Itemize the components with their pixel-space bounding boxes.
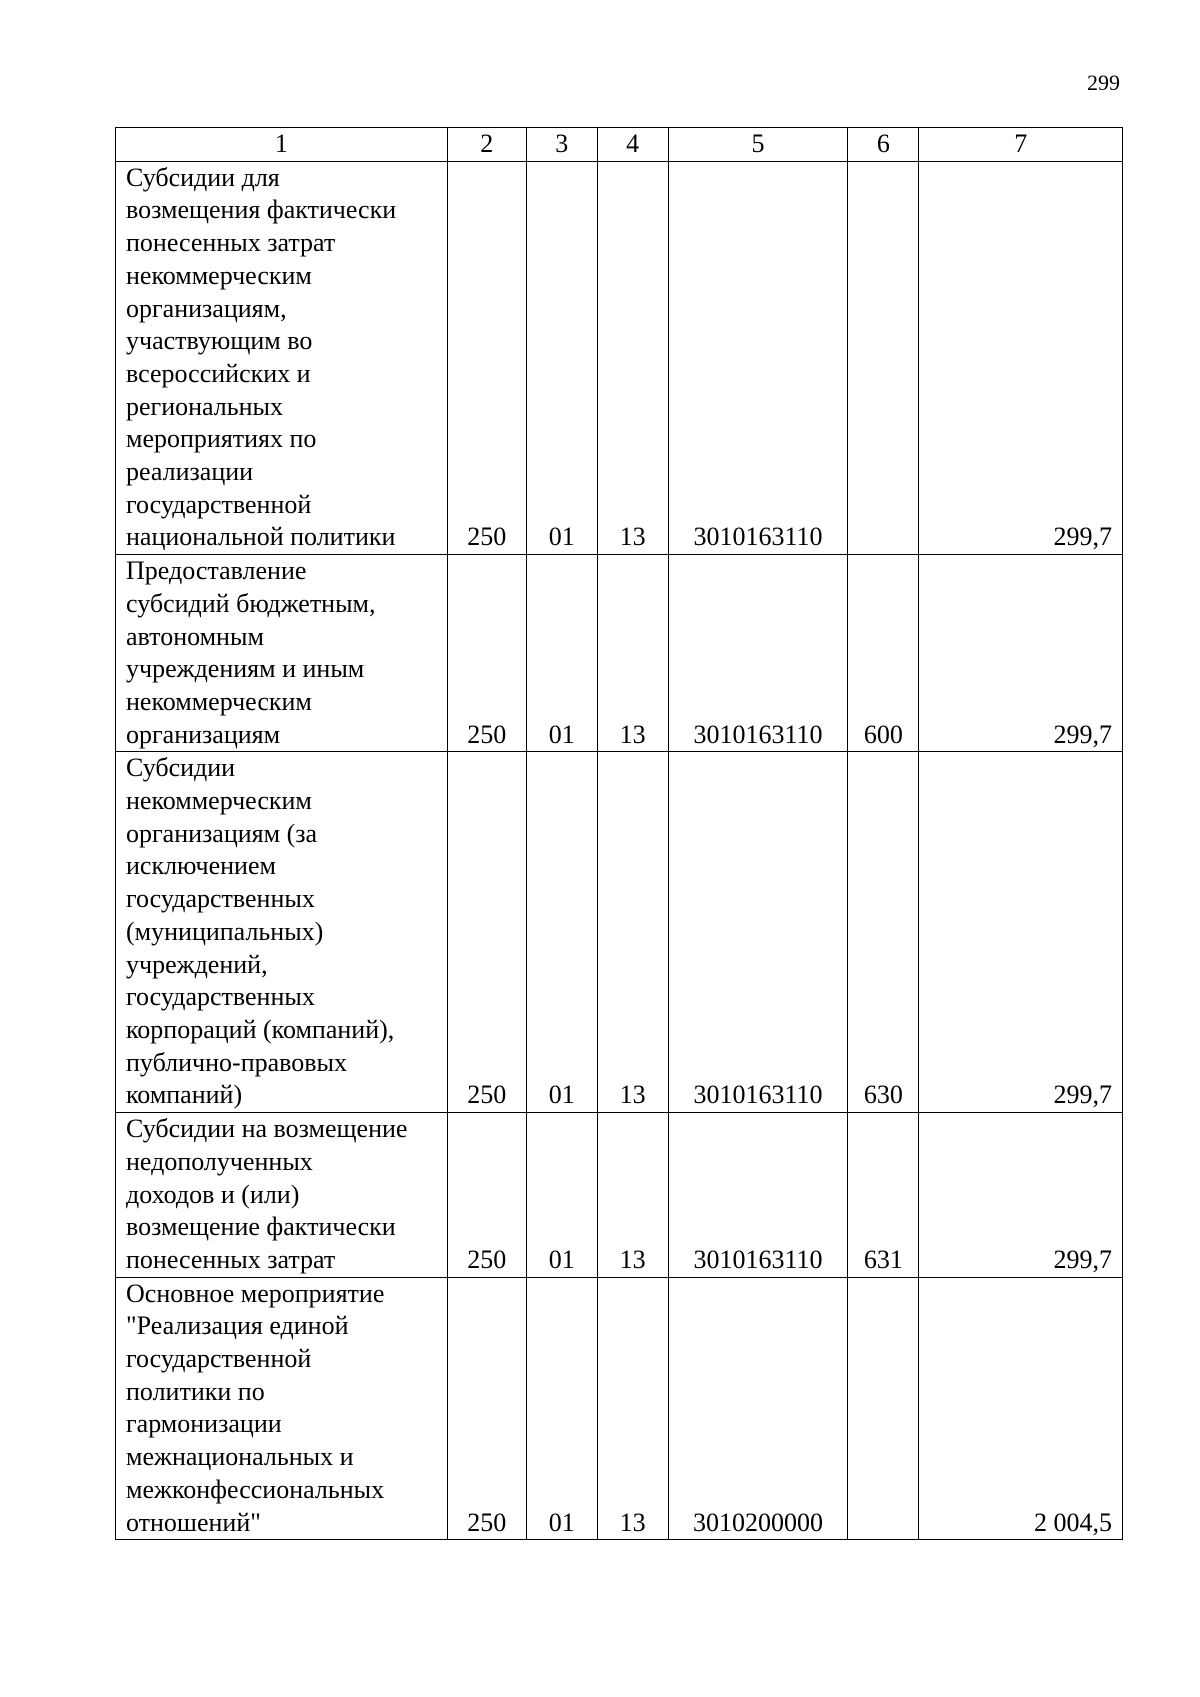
row-name-line: Субсидии для bbox=[126, 162, 280, 192]
row-name-line: компаний) bbox=[126, 1080, 243, 1110]
row-name-line: возмещения фактически bbox=[126, 195, 397, 225]
cell-section: 01 bbox=[526, 1113, 597, 1278]
table-row bbox=[116, 1277, 1123, 1540]
row-name-line: межнациональных и bbox=[126, 1442, 354, 1472]
column-header-2: 2 bbox=[447, 128, 526, 162]
table-row bbox=[116, 752, 1123, 1113]
row-name-line: Основное мероприятие bbox=[126, 1278, 385, 1308]
row-name-line: всероссийских и bbox=[126, 358, 311, 388]
column-header-4: 4 bbox=[597, 128, 668, 162]
row-name-line: участвующим во bbox=[126, 326, 313, 356]
cell-target-article: 3010163110 bbox=[668, 1113, 848, 1278]
table-row bbox=[116, 555, 1123, 752]
column-header-7: 7 bbox=[919, 128, 1123, 162]
table-body bbox=[116, 161, 1123, 1540]
row-name-line: некоммерческим bbox=[126, 260, 312, 290]
row-name bbox=[116, 555, 448, 752]
cell-expense-type bbox=[848, 1277, 919, 1540]
cell-amount: 299,7 bbox=[919, 1113, 1123, 1278]
row-name-line: гармонизации bbox=[126, 1409, 282, 1439]
row-name-line: организациям, bbox=[126, 293, 287, 323]
row-name-line: политики по bbox=[126, 1376, 265, 1406]
header-row bbox=[116, 128, 1123, 162]
row-name bbox=[116, 161, 448, 554]
row-name-line: региональных bbox=[126, 391, 284, 421]
cell-subsection: 13 bbox=[597, 1113, 668, 1278]
cell-admin-code: 250 bbox=[447, 161, 526, 554]
budget-table bbox=[115, 127, 1123, 1540]
row-name-line: некоммерческим bbox=[126, 786, 312, 816]
cell-amount: 299,7 bbox=[919, 555, 1123, 752]
row-name-line: субсидий бюджетным, bbox=[126, 588, 376, 618]
row-name-line: национальной политики bbox=[126, 522, 396, 552]
row-name-line: отношений" bbox=[126, 1507, 261, 1537]
cell-section: 01 bbox=[526, 555, 597, 752]
row-name-line: учреждений, bbox=[126, 949, 268, 979]
row-name-line: учреждениям и иным bbox=[126, 654, 365, 684]
row-name-line: Субсидии на возмещение bbox=[126, 1114, 408, 1144]
row-name-line: государственной bbox=[126, 489, 312, 519]
row-name-line: (муниципальных) bbox=[126, 916, 324, 946]
row-name-line: понесенных затрат bbox=[126, 228, 336, 258]
row-name-line: некоммерческим bbox=[126, 686, 312, 716]
row-name bbox=[116, 752, 448, 1113]
row-name-line: реализации bbox=[126, 457, 254, 487]
cell-section: 01 bbox=[526, 1277, 597, 1540]
cell-subsection: 13 bbox=[597, 752, 668, 1113]
row-name-line: Предоставление bbox=[126, 556, 307, 586]
row-name-line: межконфессиональных bbox=[126, 1474, 385, 1504]
row-name-line: "Реализация единой bbox=[126, 1311, 349, 1341]
cell-admin-code: 250 bbox=[447, 1277, 526, 1540]
cell-section: 01 bbox=[526, 752, 597, 1113]
row-name-line: мероприятиях по bbox=[126, 424, 317, 454]
column-header-3: 3 bbox=[526, 128, 597, 162]
row-name-line: государственных bbox=[126, 884, 315, 914]
cell-amount: 2 004,5 bbox=[919, 1277, 1123, 1540]
row-name bbox=[116, 1113, 448, 1278]
cell-target-article: 3010200000 bbox=[668, 1277, 848, 1540]
column-header-6: 6 bbox=[848, 128, 919, 162]
cell-target-article: 3010163110 bbox=[668, 555, 848, 752]
row-name-line: публично-правовых bbox=[126, 1047, 347, 1077]
cell-subsection: 13 bbox=[597, 1277, 668, 1540]
row-name-line: автономным bbox=[126, 621, 264, 651]
table-row bbox=[116, 161, 1123, 554]
cell-target-article: 3010163110 bbox=[668, 752, 848, 1113]
table-row bbox=[116, 1113, 1123, 1278]
column-header-5: 5 bbox=[668, 128, 848, 162]
cell-admin-code: 250 bbox=[447, 555, 526, 752]
row-name-line: недополученных bbox=[126, 1146, 313, 1176]
cell-admin-code: 250 bbox=[447, 1113, 526, 1278]
row-name-line: возмещение фактически bbox=[126, 1212, 396, 1242]
cell-section: 01 bbox=[526, 161, 597, 554]
cell-amount: 299,7 bbox=[919, 161, 1123, 554]
cell-expense-type: 631 bbox=[848, 1113, 919, 1278]
cell-expense-type: 600 bbox=[848, 555, 919, 752]
row-name-line: доходов и (или) bbox=[126, 1179, 300, 1209]
row-name-line: организациям (за bbox=[126, 818, 318, 848]
row-name-line: государственной bbox=[126, 1344, 312, 1374]
page-number: 299 bbox=[1087, 70, 1120, 95]
row-name-line: понесенных затрат bbox=[126, 1244, 336, 1274]
row-name-line: исключением bbox=[126, 851, 276, 881]
row-name-line: организациям bbox=[126, 719, 281, 749]
cell-target-article: 3010163110 bbox=[668, 161, 848, 554]
cell-admin-code: 250 bbox=[447, 752, 526, 1113]
cell-subsection: 13 bbox=[597, 161, 668, 554]
cell-expense-type bbox=[848, 161, 919, 554]
row-name-line: корпораций (компаний), bbox=[126, 1014, 395, 1044]
row-name-line: государственных bbox=[126, 982, 315, 1012]
cell-subsection: 13 bbox=[597, 555, 668, 752]
cell-amount: 299,7 bbox=[919, 752, 1123, 1113]
row-name-line: Субсидии bbox=[126, 753, 236, 783]
row-name bbox=[116, 1277, 448, 1540]
column-header-1: 1 bbox=[116, 128, 448, 162]
cell-expense-type: 630 bbox=[848, 752, 919, 1113]
